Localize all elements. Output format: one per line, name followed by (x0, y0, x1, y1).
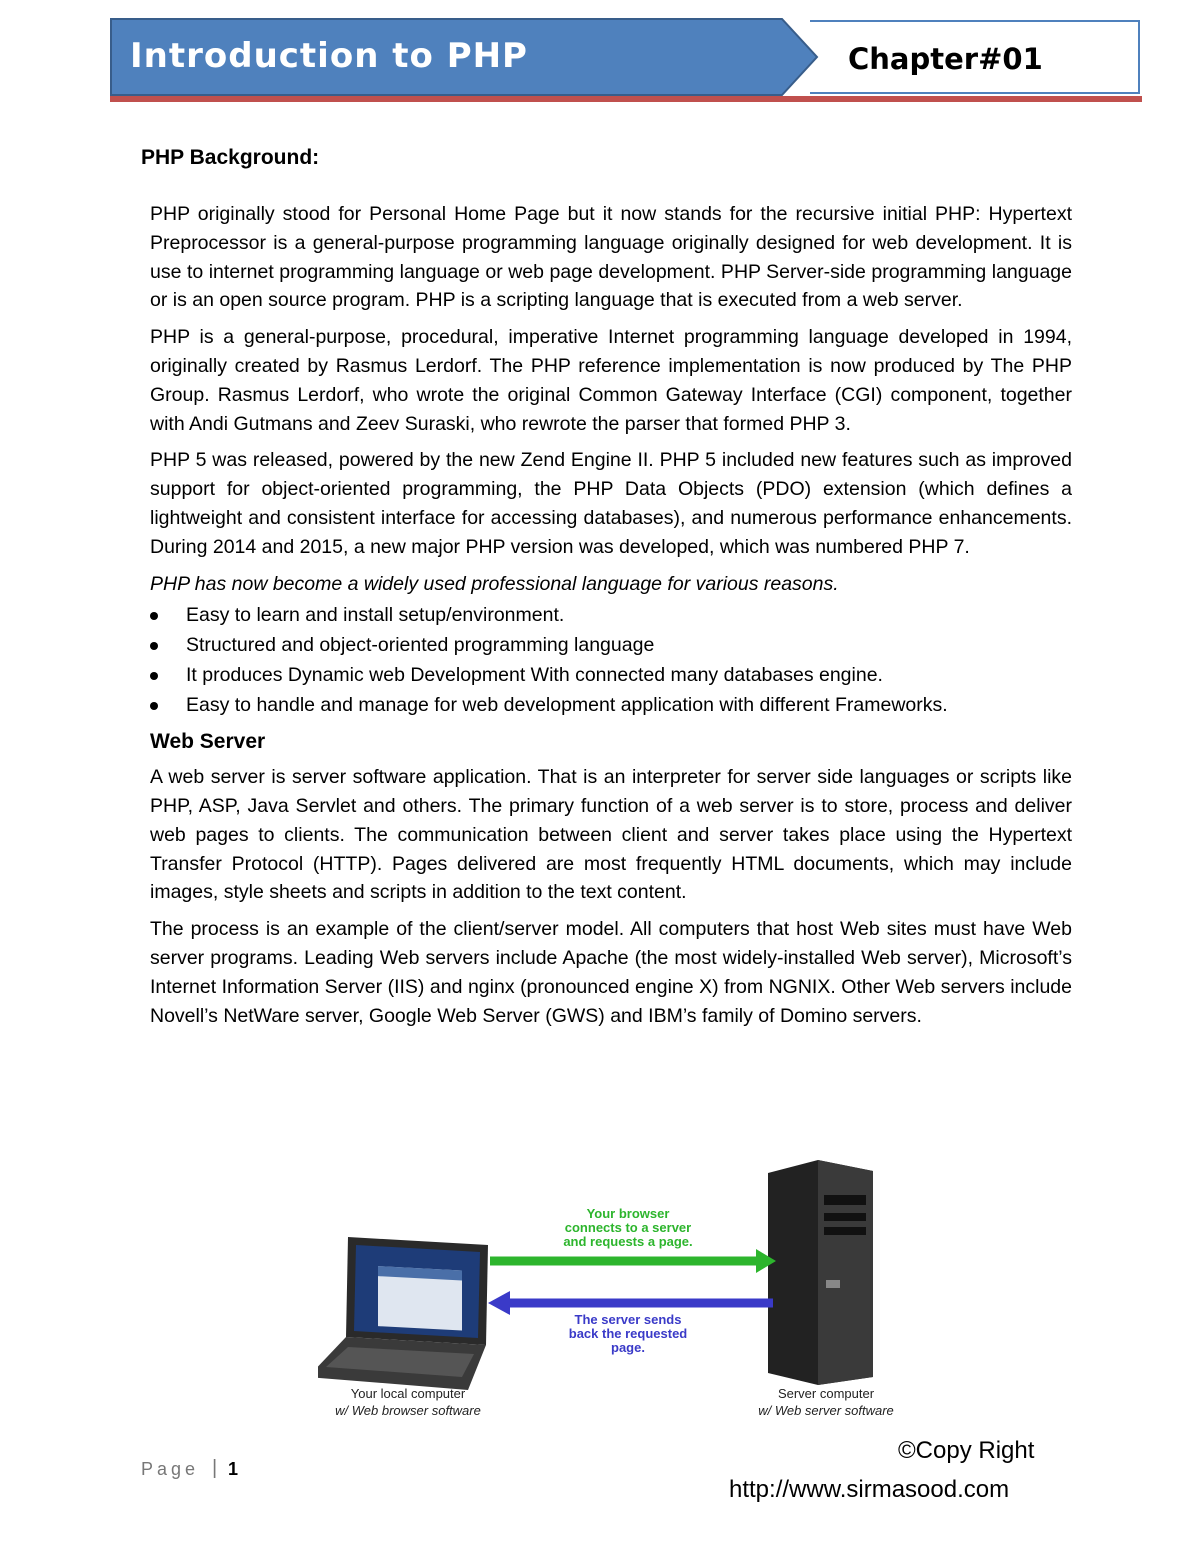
list-item-text: Easy to learn and install setup/environment. (186, 604, 565, 627)
paragraph: PHP is a general-purpose, procedural, imperative Internet programming language developed in 1994, originally created by Rasmus Lerdorf. The PHP reference implementation is now produced by The PHP Group. Rasmus Lerdorf, who wrote the original Common Gateway Interface (CGI) component, together with Andi Gutmans and Zeev Suraski, who rewrote the parser that formed PHP 3. (150, 326, 1072, 435)
chapter-number: Chapter#01 (848, 42, 1043, 76)
website-link[interactable]: http://www.sirmasood.com (729, 1476, 1010, 1503)
server-tower-icon (768, 1160, 873, 1385)
client-caption-line: Your local computer (350, 1386, 466, 1401)
php-background-heading: PHP Background: (141, 146, 320, 169)
page-separator: | (212, 1457, 218, 1479)
list-item (150, 630, 1072, 660)
list-item (150, 690, 1072, 720)
response-label-line: back the requested (568, 1326, 688, 1341)
list-item-text: Easy to handle and manage for web development application with different Frameworks. (186, 694, 948, 717)
paragraph: PHP originally stood for Personal Home Page but it now stands for the recursive initial PHP: Hypertext Preprocessor is a general-purpose programming language originally designed for web development. It is use to internet programming language or web page development. PHP Server-side programming language or is an open source program. PHP is a scripting language that is executed from a web server. (150, 203, 1072, 312)
page-label: Page (141, 1459, 200, 1479)
response-arrowhead (488, 1291, 510, 1315)
page-number: 1 (228, 1459, 239, 1479)
paragraph: PHP 5 was released, powered by the new Zend Engine II. PHP 5 included new features such as improved support for object-oriented programming, the PHP Data Objects (PDO) extension (which defines a lightweight and consistent interface for accessing databases), and numerous performance enhancements. During 2014 and 2015, a new major PHP version was developed, which was numbered PHP 7. (150, 449, 1072, 558)
bullet-icon (150, 672, 158, 680)
request-label-line: and requests a page. (563, 1234, 693, 1249)
list-item-text: Structured and object-oriented programming language (186, 634, 655, 657)
request-label (528, 1207, 728, 1249)
request-label-line: Your browser (586, 1206, 670, 1221)
reasons-list (150, 600, 1072, 720)
client-caption (308, 1385, 508, 1419)
request-label-line: connects to a server (564, 1220, 692, 1235)
server-caption-line: Server computer (777, 1386, 875, 1401)
list-item (150, 600, 1072, 630)
paragraph: A web server is server software application. That is an interpreter for server side languages or scripts like PHP, ASP, Java Servlet and others. The primary function of a web server is to store, process and deliver web pages to clients. The communication between client and server takes place using the Hypertext Transfer Protocol (HTTP). Pages delivered are most frequently HTML documents, which may include images, style sheets and scripts in addition to the text content. (150, 766, 1072, 904)
list-item (150, 660, 1072, 690)
bullet-icon (150, 642, 158, 650)
bullet-icon (150, 612, 158, 620)
chapter-banner (110, 18, 1142, 104)
response-label (528, 1313, 728, 1355)
server-caption (726, 1385, 926, 1419)
main-content (150, 200, 1072, 1038)
client-caption-line: w/ Web browser software (335, 1403, 481, 1418)
paragraph: The process is an example of the client/server model. All computers that host Web sites must have Web server programs. Leading Web servers include Apache (the most widely-installed Web server), Microsoft’s Internet Information Server (IIS) and nginx (pronounced engine X) from NGNIX. Other Web servers include Novell’s NetWare server, Google Web Server (GWS) and IBM’s family of Domino servers. (150, 918, 1072, 1027)
response-label-line: The server sends (574, 1312, 682, 1327)
web-server-heading: Web Server (150, 730, 266, 754)
client-server-diagram (318, 1155, 918, 1425)
page-title: Introduction to PHP (130, 36, 528, 76)
bullet-icon (150, 702, 158, 710)
laptop-icon (318, 1237, 488, 1390)
server-caption-line: w/ Web server software (758, 1403, 894, 1418)
list-item-text: It produces Dynamic web Development With connected many databases engine. (186, 664, 883, 687)
response-label-line: page. (611, 1340, 645, 1355)
copyright-text: ©Copy Right (898, 1437, 1035, 1464)
reasons-intro: PHP has now become a widely used professional language for various reasons. (150, 572, 839, 595)
